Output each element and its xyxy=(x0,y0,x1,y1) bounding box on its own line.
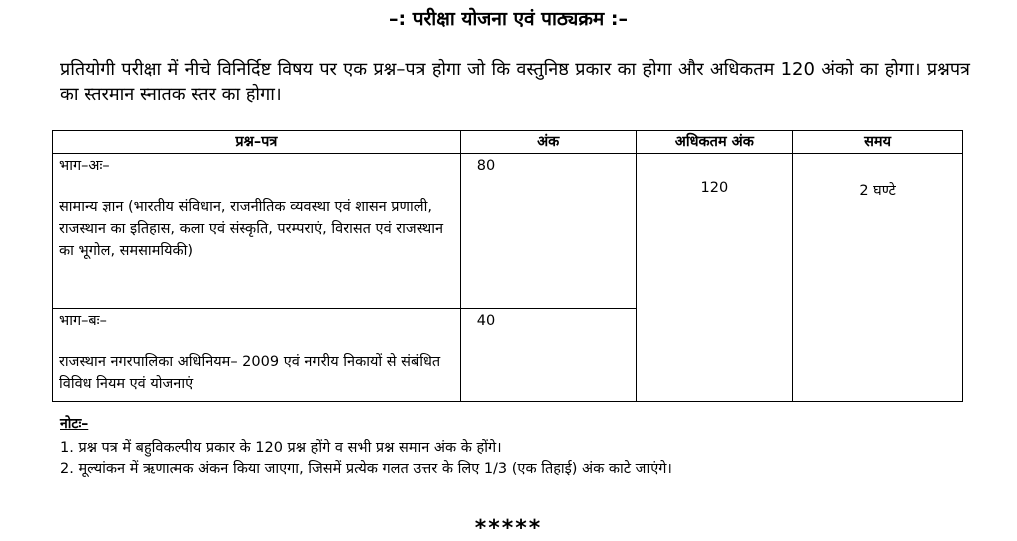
part-b-cell xyxy=(53,309,461,402)
part-b-description: राजस्थान नगरपालिका अधिनियम– 2009 एवं नगरीय निकायों से संबंधित विविध नियम एवं योजनाएं xyxy=(59,354,441,392)
page-title: –: परीक्षा योजना एवं पाठ्यक्रम :– xyxy=(389,8,628,30)
notes-list xyxy=(60,438,980,480)
part-b-marks: 40 xyxy=(460,309,636,402)
note-item-2: 2. मूल्यांकन में ऋणात्मक अंकन किया जाएगा, जिसमें प्रत्येक गलत उत्तर के लिए 1/3 (एक तिहाई) अंक काटे जाएंगे। xyxy=(60,461,672,477)
footer-stars: ***** xyxy=(474,516,543,541)
header-time: समय xyxy=(793,131,963,154)
max-marks-text: 120 xyxy=(700,180,729,196)
note-item-1: 1. प्रश्न पत्र में बहुविकल्पीय प्रकार के 120 प्रश्न होंगे व सभी प्रश्न समान अंक के होंगे। xyxy=(60,440,502,456)
table-row xyxy=(53,154,963,309)
part-a-marks: 80 xyxy=(460,154,636,309)
table-header-row xyxy=(53,131,963,154)
part-a-label: भाग–अः– xyxy=(59,158,110,174)
time-text: 2 घण्टे xyxy=(859,183,896,199)
header-paper: प्रश्न–पत्र xyxy=(53,131,461,154)
exam-scheme-table xyxy=(52,130,963,402)
part-a-description: सामान्य ज्ञान (भारतीय संविधान, राजनीतिक व्यवस्था एवं शासन प्रणाली, राजस्थान का इतिहास, कला एवं संस्कृति, परम्पराएं, विरासत एवं राजस्थान का भूगोल, समसामयिकी) xyxy=(59,199,444,259)
time-value xyxy=(793,154,963,402)
part-a-cell xyxy=(53,154,461,309)
header-max-marks: अधिकतम अंक xyxy=(636,131,793,154)
max-marks-value xyxy=(636,154,793,402)
note-label: नोटः– xyxy=(60,416,89,432)
header-marks: अंक xyxy=(460,131,636,154)
part-b-label: भाग–बः– xyxy=(59,313,107,329)
intro-paragraph: प्रतियोगी परीक्षा में नीचे विनिर्दिष्ट विषय पर एक प्रश्न–पत्र होगा जो कि वस्तुनिष्ठ प्रकार का होगा और अधिकतम 120 अंको का होगा। प्रश्नपत्र का स्तरमान स्नातक स्तर का होगा। xyxy=(60,59,970,105)
